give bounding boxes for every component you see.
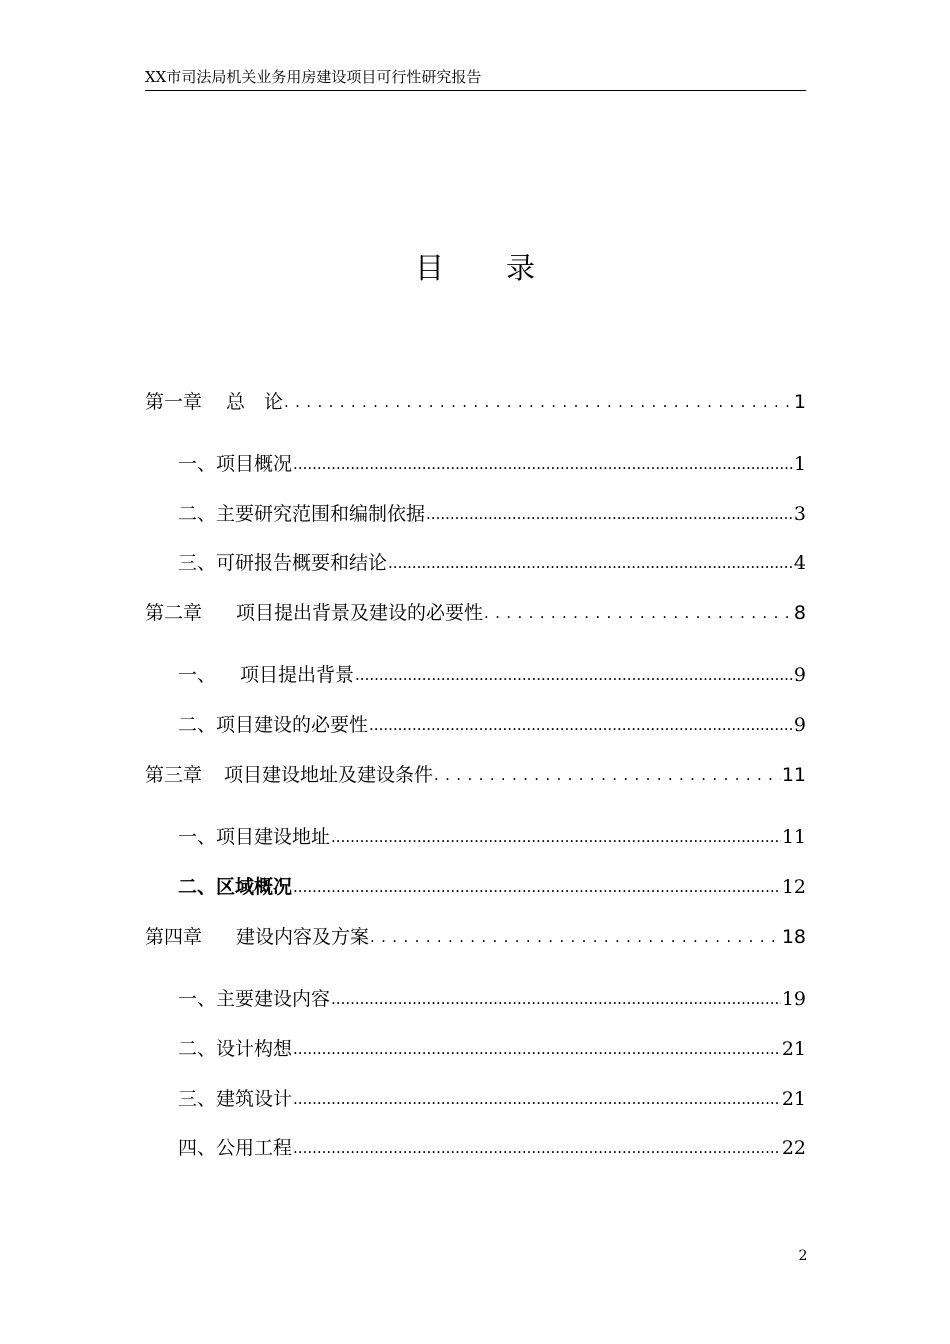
toc-entry-chapter-1[interactable] — [145, 385, 806, 415]
header-title: XX市司法局机关业务用房建设项目可行性研究报告 — [145, 68, 482, 86]
toc-page-number: 4 — [793, 552, 806, 574]
dot-leader — [355, 662, 793, 688]
toc-entry-label: 三、可研报告概要和结论 — [178, 552, 388, 574]
dot-leader — [369, 712, 793, 738]
toc-entry-section[interactable] — [145, 820, 806, 850]
running-header — [145, 66, 806, 91]
toc-page-number: 1 — [793, 453, 806, 475]
dot-leader — [293, 451, 793, 477]
dot-leader — [331, 824, 781, 850]
toc-entry-label: 第三章 项目建设地址及建设条件 — [145, 764, 434, 786]
dot-leader — [293, 1086, 781, 1112]
toc-entry-section[interactable] — [145, 658, 806, 688]
toc-entry-label: 三、建筑设计 — [178, 1088, 293, 1110]
toc-entry-chapter-2[interactable] — [145, 596, 806, 626]
toc-entry-label: 二、设计构想 — [178, 1038, 293, 1060]
toc-page-number: 3 — [793, 503, 806, 525]
toc-entry-section[interactable] — [145, 447, 806, 477]
toc-entry-section[interactable] — [145, 546, 806, 576]
toc-entry-section[interactable] — [145, 1131, 806, 1161]
toc-entry-section[interactable] — [145, 497, 806, 527]
dot-leader — [293, 1135, 781, 1161]
toc-entry-section[interactable] — [145, 1032, 806, 1062]
toc-entry-label: 第二章 项目提出背景及建设的必要性 — [145, 602, 484, 624]
toc-entry-label: 一、主要建设内容 — [178, 988, 331, 1010]
dot-leader — [284, 389, 793, 415]
toc-page-number: 21 — [781, 1088, 806, 1110]
dot-leader — [293, 1036, 781, 1062]
toc-entry-section[interactable] — [145, 982, 806, 1012]
toc-entry-label: 一、项目建设地址 — [178, 826, 331, 848]
title-char-1: 目 — [414, 251, 444, 285]
dot-leader — [293, 874, 781, 900]
toc-entry-label: 第四章 建设内容及方案 — [145, 926, 370, 948]
dot-leader — [370, 924, 781, 950]
toc-entry-label: 一、项目概况 — [178, 453, 293, 475]
dot-leader — [434, 762, 781, 788]
page-title — [0, 248, 950, 288]
toc-entry-section[interactable] — [145, 708, 806, 738]
dot-leader — [331, 986, 781, 1012]
dot-leader — [426, 501, 793, 527]
toc-entry-label: 二、项目建设的必要性 — [178, 714, 369, 736]
dot-leader — [484, 600, 793, 626]
toc-page-number: 1 — [793, 391, 806, 413]
toc-page-number: 8 — [793, 602, 806, 624]
toc-page-number: 12 — [781, 876, 806, 898]
toc-entry-section[interactable] — [145, 1082, 806, 1112]
toc-page-number: 22 — [781, 1137, 806, 1159]
title-char-2: 录 — [506, 251, 536, 285]
toc-page-number: 19 — [781, 988, 806, 1010]
toc-entry-section[interactable] — [145, 870, 806, 900]
toc-page-number: 9 — [793, 664, 806, 686]
toc-page-number: 11 — [781, 826, 806, 848]
toc-entry-chapter-3[interactable] — [145, 758, 806, 788]
dot-leader — [388, 550, 793, 576]
toc-entry-label: 一、 项目提出背景 — [178, 664, 355, 686]
toc-page-number: 9 — [793, 714, 806, 736]
toc-page-number: 18 — [781, 926, 806, 948]
toc-entry-label: 四、公用工程 — [178, 1137, 293, 1159]
toc-page-number: 21 — [781, 1038, 806, 1060]
toc-page-number: 11 — [781, 764, 806, 786]
page-number: 2 — [798, 1248, 808, 1264]
toc-entry-label: 二、主要研究范围和编制依据 — [178, 503, 426, 525]
toc-entry-label: 二、区域概况 — [178, 876, 293, 898]
toc-entry-chapter-4[interactable] — [145, 920, 806, 950]
toc-entry-label: 第一章 总 论 — [145, 391, 284, 413]
